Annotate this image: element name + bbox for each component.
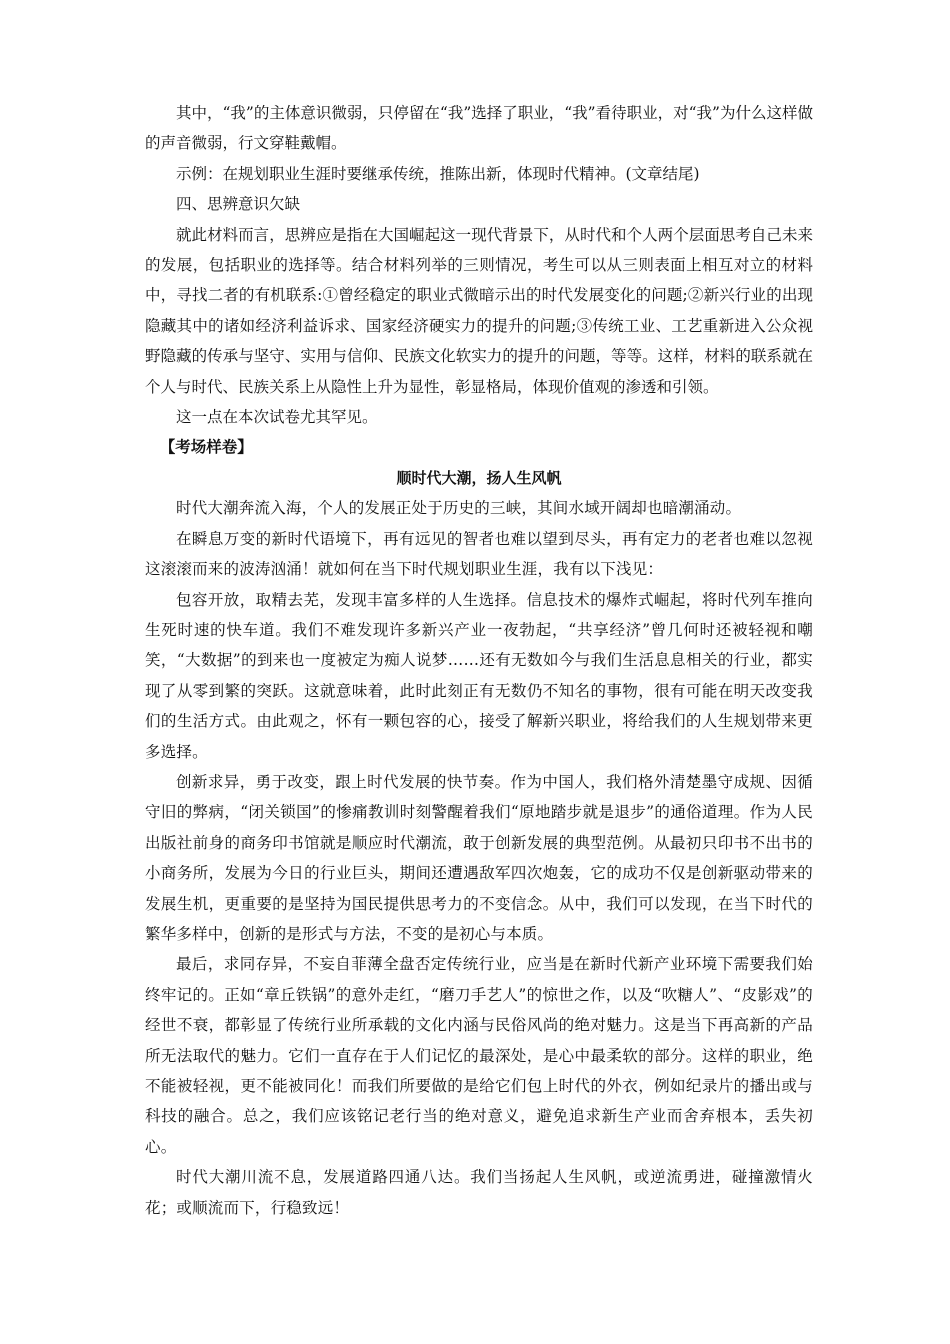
essay-paragraph: 包容开放，取精去芜，发现丰富多样的人生选择。信息技术的爆炸式崛起，将时代列车推向生死时速的快车道。我们不难发现许多新兴产业一夜勃起，“共享经济”曾几何时还被轻视和嘲笑，“大数据”的到来也一度被定为痴人说梦……还有无数如今与我们生活息息相关的行业，都实现了从零到繁的突跃。这就意味着，此时此刻正有无数仍不知名的事物，很有可能在明天改变我们的生活方式。由此观之，怀有一颗包容的心，接受了解新兴职业，将给我们的人生规划带来更多选择。 [145, 590, 813, 761]
analysis-paragraph-3: 这一点在本次试卷尤其罕见。 [176, 408, 378, 427]
essay-title: 顺时代大潮，扬人生风帆 [396, 468, 562, 487]
example-paragraph: 示例：在规划职业生涯时要继承传统，推陈出新，体现时代精神。(文章结尾) [176, 164, 700, 183]
analysis-paragraph-1: 其中，“我”的主体意识微弱，只停留在“我”选择了职业，“我”看待职业，对“我”为什么这样做的声音微弱，行文穿鞋戴帽。 [145, 104, 813, 153]
analysis-paragraph-2: 就此材料而言，思辨应是指在大国崛起这一现代背景下，从时代和个人两个层面思考自己未来的发展，包括职业的选择等。结合材料列举的三则情况，考生可以从三则表面上相互对立的材料中，寻找二者的有机联系:①曾经稳定的职业式微暗示出的时代发展变化的问题;②新兴行业的出现隐藏其中的诸如经济利益诉求、国家经济硬实力的提升的问题;③传统工业、工艺重新进入公众视野隐藏的传承与坚守、实用与信仰、民族文化软实力的提升的问题，等等。这样，材料的联系就在个人与时代、民族关系上从隐性上升为显性，彰显格局，体现价值观的渗透和引领。 [145, 225, 813, 396]
essay-paragraph: 在瞬息万变的新时代语境下，再有远见的智者也难以望到尽头，再有定力的老者也难以忽视这滚滚而来的波涛汹涌！就如何在当下时代规划职业生涯，我有以下浅见： [145, 529, 813, 579]
essay-paragraph: 时代大潮奔流入海，个人的发展正处于历史的三峡，其间水域开阔却也暗潮涌动。 [176, 499, 742, 518]
essay-paragraph: 创新求异，勇于改变，跟上时代发展的快节奏。作为中国人，我们格外清楚墨守成规、因循守旧的弊病，“闭关锁国”的惨痛教训时刻警醒着我们“原地踏步就是退步”的通俗道理。作为人民出版社前身的商务印书馆就是顺应时代潮流，敢于创新发展的典型范例。从最初只印书不出书的小商务所，发展为今日的行业巨头，期间还遭遇敌军四次炮轰，它的成功不仅是创新驱动带来的发展生机，更重要的是坚持为国民提供思考力的不变信念。从中，我们可以发现，在当下时代的繁华多样中，创新的是形式与方法，不变的是初心与本质。 [145, 772, 813, 943]
essay-paragraph: 最后，求同存异，不妄自菲薄全盘否定传统行业，应当是在新时代新产业环境下需要我们始终牢记的。正如“章丘铁锅”的意外走红，“磨刀手艺人”的惊世之作，以及“吹糖人”、“皮影戏”的经世不衰，都彰显了传统行业所承载的文化内涵与民俗风尚的绝对魅力。这是当下再高新的产品所无法取代的魅力。它们一直存在于人们记忆的最深处，是心中最柔软的部分。这样的职业，绝不能被轻视，更不能被同化！而我们所要做的是给它们包上时代的外衣，例如纪录片的播出或与科技的融合。总之，我们应该铭记老行当的绝对意义，避免追求新生产业而舍弃根本，丢失初心。 [145, 955, 813, 1156]
section-heading: 四、思辨意识欠缺 [176, 195, 301, 214]
sample-label: 【考场样卷】 [159, 437, 253, 457]
essay-paragraph: 时代大潮川流不息，发展道路四通八达。我们当扬起人生风帆，或逆流勇进，碰撞激情火花；或顺流而下，行稳致远！ [145, 1168, 813, 1217]
document-page [145, 98, 813, 1223]
